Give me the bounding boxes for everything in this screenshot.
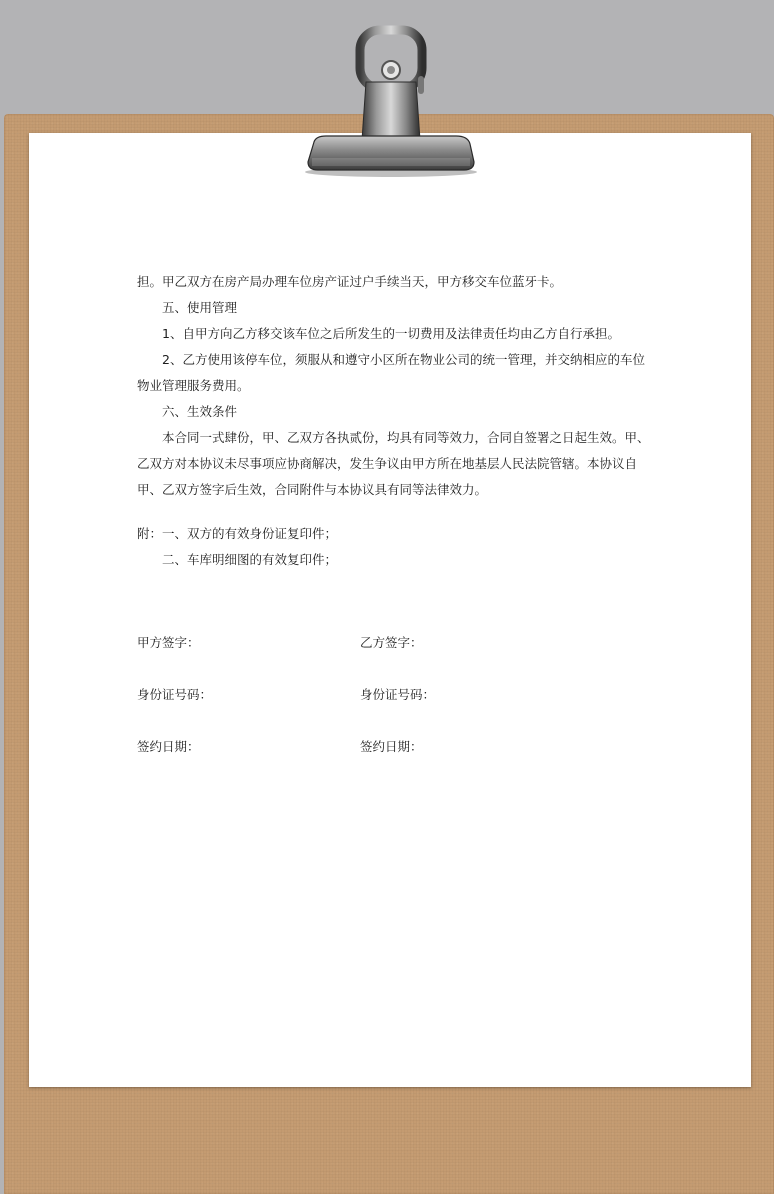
party-a-date-label: 签约日期：	[137, 739, 200, 754]
document-page	[29, 133, 751, 1087]
signature-row	[137, 633, 423, 651]
party-b-date-label: 签约日期：	[360, 739, 423, 754]
party-a-id-label: 身份证号码：	[137, 687, 213, 702]
party-b-signature-label: 乙方签字：	[360, 635, 423, 650]
text-line: 本合同一式肆份，甲、乙双方各执贰份，均具有同等效力，合同自签署之日起生效。甲、	[162, 430, 650, 445]
party-b-id-label: 身份证号码：	[360, 687, 436, 702]
text-line: 甲、乙双方签字后生效，合同附件与本协议具有同等法律效力。	[137, 482, 488, 497]
text-line: 1、自甲方向乙方移交该车位之后所发生的一切费用及法律责任均由乙方自行承担。	[162, 326, 620, 341]
text-line: 乙双方对本协议未尽事项应协商解决，发生争议由甲方所在地基层人民法院管辖。本协议自	[137, 456, 638, 471]
section-heading-usage: 五、使用管理	[162, 300, 238, 315]
attachment-line: 二、车库明细图的有效复印件；	[162, 552, 338, 567]
date-row	[137, 737, 423, 755]
id-number-row	[137, 685, 436, 703]
party-a-signature-label: 甲方签字：	[137, 635, 200, 650]
text-line: 2、乙方使用该停车位，须服从和遵守小区所在物业公司的统一管理，并交纳相应的车位	[162, 352, 645, 367]
document-body	[137, 269, 650, 573]
binder-clip-icon	[296, 24, 486, 180]
section-heading-effect: 六、生效条件	[162, 404, 238, 419]
attachment-line: 附：一、双方的有效身份证复印件；	[137, 526, 338, 541]
text-line: 担。甲乙双方在房产局办理车位房产证过户手续当天，甲方移交车位蓝牙卡。	[137, 274, 563, 289]
text-line: 物业管理服务费用。	[137, 378, 250, 393]
